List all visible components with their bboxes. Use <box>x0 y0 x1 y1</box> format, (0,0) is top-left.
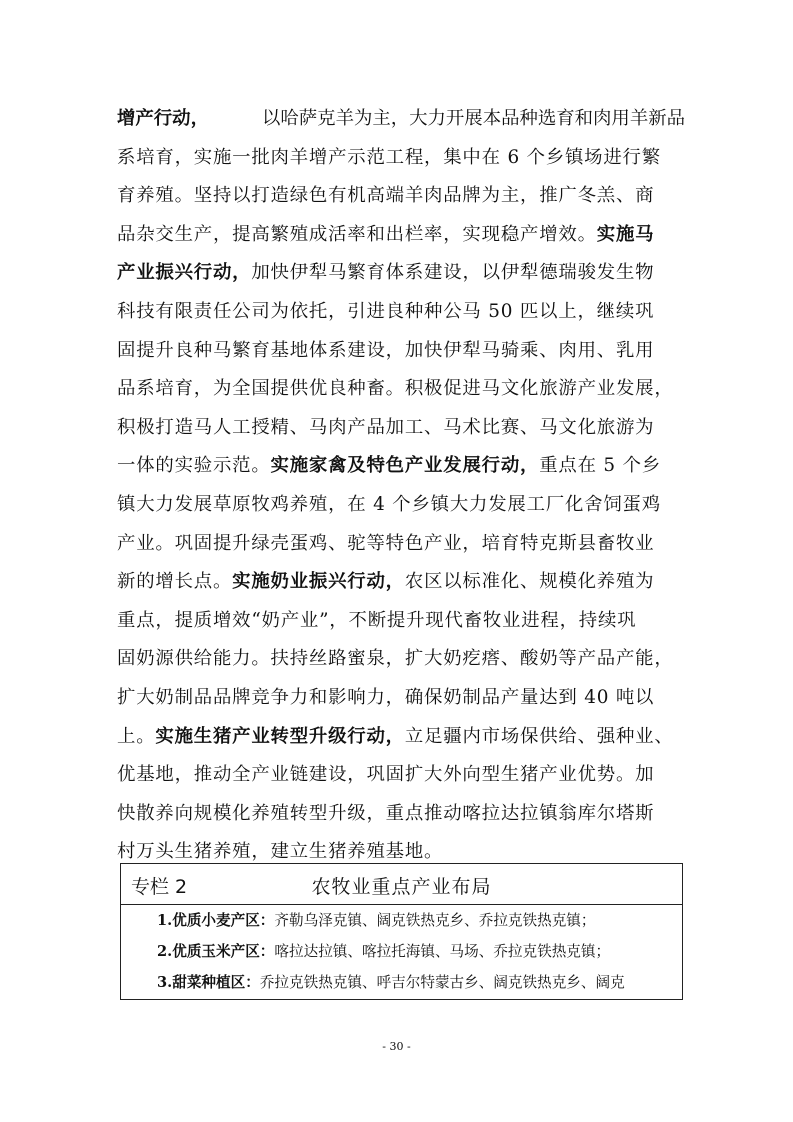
line-text: 扩大奶制品品牌竞争力和影响力，确保奶制品产量达到 40 吨以 <box>117 686 655 708</box>
column-box-header <box>121 864 682 905</box>
column-item-heading: 3.甜菜种植区： <box>157 974 260 991</box>
text-line <box>117 486 685 525</box>
column-item-text: 喀拉达拉镇、喀拉托海镇、马场、乔拉克铁热克镇； <box>274 943 611 960</box>
line-text: 重点，提质增效“奶产业”，不断提升现代畜牧业进程，持续巩 <box>117 609 637 631</box>
text-line <box>117 216 685 255</box>
line-text: 重点在 5 个乡 <box>539 455 661 477</box>
text-line <box>117 679 685 718</box>
text-line <box>117 756 685 795</box>
column-item-heading: 2.优质玉米产区： <box>157 943 275 960</box>
bold-heading: 增产行动， <box>117 108 209 129</box>
column-item-heading: 1.优质小麦产区： <box>157 912 275 929</box>
text-line <box>117 100 685 139</box>
line-text: 加快伊犁马繁育体系建设，以伊犁德瑞骏发生物 <box>251 262 655 284</box>
line-text: 优基地，推动全产业链建设，巩固扩大外向型生猪产业优势。加 <box>117 764 655 786</box>
text-line <box>117 177 685 216</box>
line-text: 新的增长点。 <box>117 571 233 593</box>
page-number: - 30 - <box>382 1040 411 1053</box>
bold-heading: 实施生猪产业转型升级行动， <box>155 725 405 747</box>
text-line <box>117 795 685 834</box>
column-title: 农牧业重点产业布局 <box>311 876 492 898</box>
bold-heading: 实施奶业振兴行动， <box>232 571 405 593</box>
column-item-text: 齐勒乌泽克镇、阔克铁热克乡、乔拉克铁热克镇； <box>274 912 596 929</box>
line-text: 上。 <box>117 725 156 747</box>
line-text: 产业。巩固提升绿壳蛋鸡、驼等特色产业，培育特克斯县畜牧业 <box>117 532 655 554</box>
text-line <box>117 293 685 332</box>
text-line <box>117 332 685 371</box>
line-text: 固奶源供给能力。扶持丝路蜜泉，扩大奶疙瘩、酸奶等产品产能， <box>117 648 674 670</box>
line-text: 立足疆内市场保供给、强种业、 <box>404 725 674 747</box>
bold-heading: 实施家禽及特色产业发展行动， <box>270 455 540 477</box>
text-line <box>117 370 685 409</box>
line-text: 科技有限责任公司为依托，引进良种种公马 50 匹以上，继续巩 <box>117 300 655 322</box>
line-text: 镇大力发展草原牧鸡养殖，在 4 个乡镇大力发展工厂化舍饲蛋鸡 <box>117 493 661 515</box>
column-label: 专栏 2 <box>131 876 188 898</box>
line-text: 村万头生猪养殖，建立生猪养殖基地。 <box>117 841 444 863</box>
text-line <box>117 447 685 486</box>
text-line <box>117 525 685 564</box>
text-line <box>117 139 685 178</box>
bold-heading: 产业振兴行动， <box>117 262 252 284</box>
text-line <box>117 640 685 679</box>
line-text: 品杂交生产，提高繁殖成活率和出栏率，实现稳产增效。 <box>117 223 597 245</box>
line-text: 系培育，实施一批肉羊增产示范工程，集中在 6 个乡镇场进行繁 <box>117 146 661 168</box>
bold-heading: 实施马 <box>596 223 655 245</box>
line-text: 以哈萨克羊为主，大力开展本品种选育和肉用羊新品 <box>262 108 685 129</box>
text-line <box>117 718 685 757</box>
line-text: 固提升良种马繁育基地体系建设，加快伊犁马骑乘、肉用、乳用 <box>117 339 655 361</box>
line-text: 育养殖。坚持以打造绿色有机高端羊肉品牌为主，推广冬羔、商 <box>117 185 655 207</box>
line-text: 一体的实验示范。 <box>117 455 271 477</box>
text-line <box>117 409 685 448</box>
column-item <box>121 967 682 998</box>
column-item-text: 乔拉克铁热克镇、呼吉尔特蒙古乡、阔克铁热克乡、阔克 <box>259 974 625 991</box>
column-item <box>121 936 682 967</box>
body-paragraph <box>117 100 685 872</box>
text-line <box>117 254 685 293</box>
column-item <box>121 905 682 936</box>
line-text: 品系培育，为全国提供优良种畜。积极促进马文化旅游产业发展， <box>117 378 674 400</box>
text-line <box>117 563 685 602</box>
line-text: 积极打造马人工授精、马肉产品加工、马术比赛、马文化旅游为 <box>117 416 655 438</box>
line-text: 快散养向规模化养殖转型升级，重点推动喀拉达拉镇翁库尔塔斯 <box>117 802 655 824</box>
text-line <box>117 602 685 641</box>
line-text: 农区以标准化、规模化养殖为 <box>404 571 655 593</box>
column-box <box>120 863 683 1000</box>
